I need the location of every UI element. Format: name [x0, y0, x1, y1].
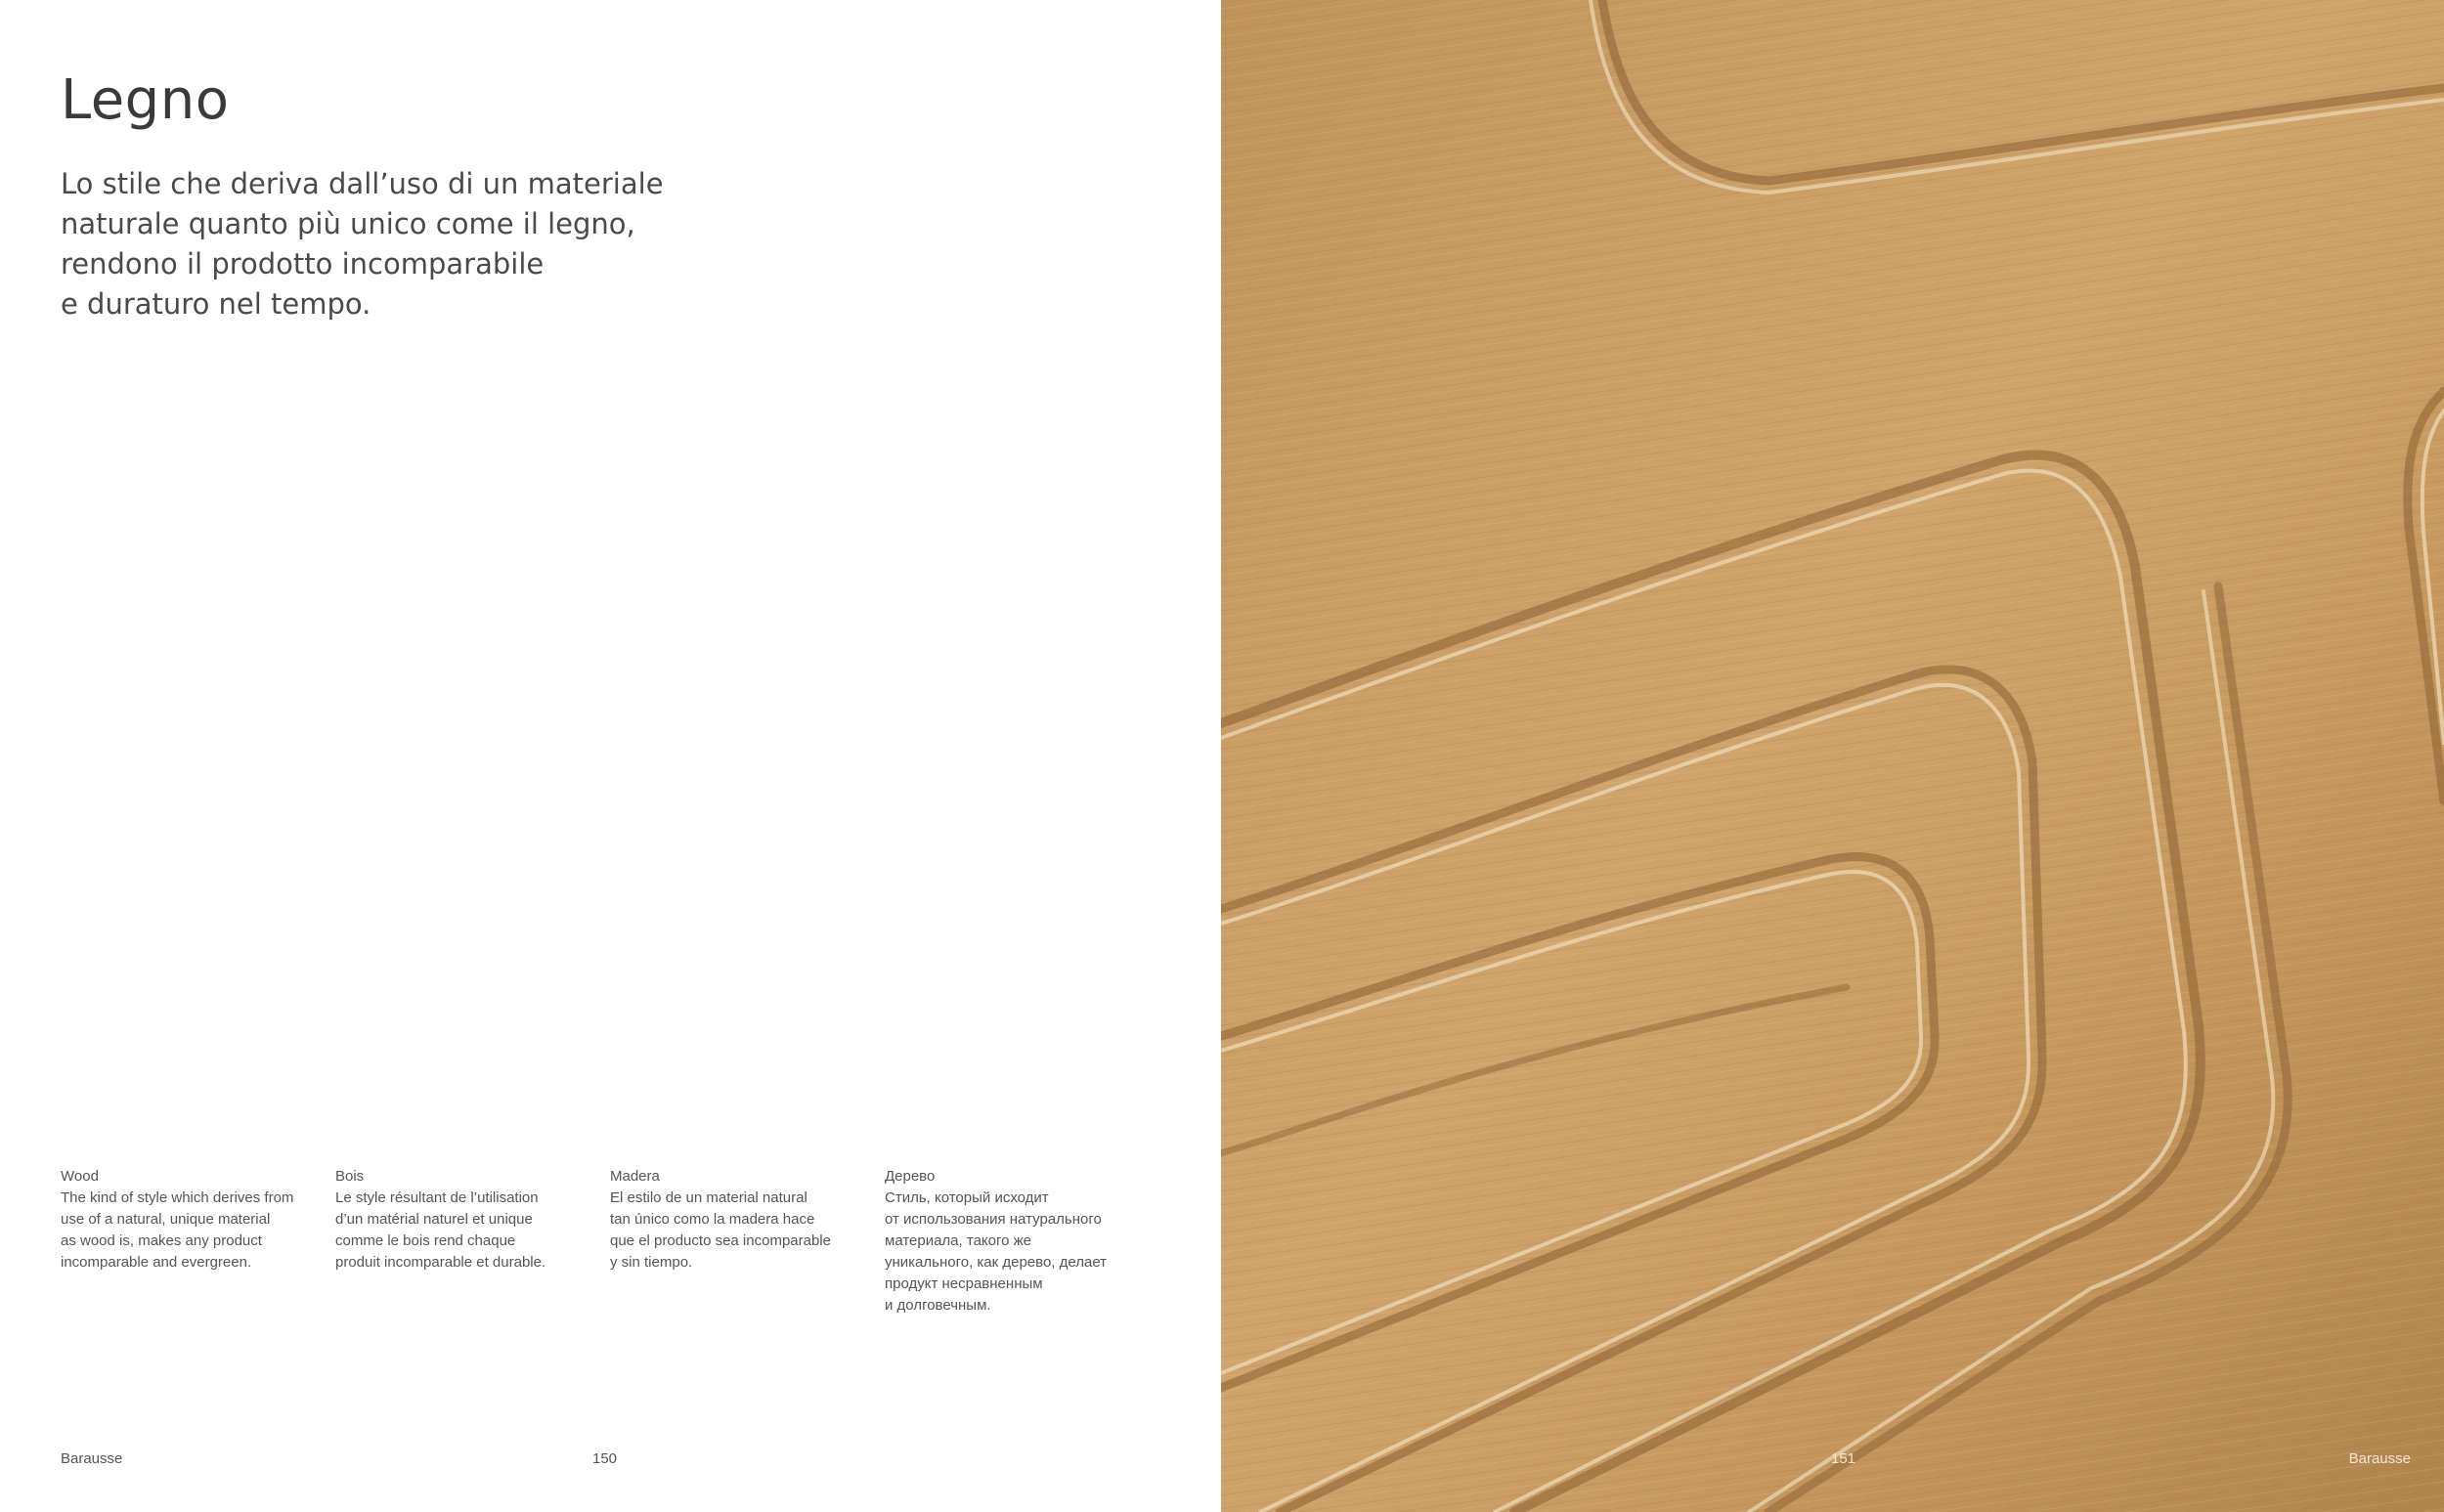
translation-text: Le style résultant de l’utilisation d’un matérial naturel et unique comme le bois rend chaque produit incomparable et durable.: [335, 1189, 546, 1271]
translation-text: The kind of style which derives from use of a natural, unique material as wood is, makes any product incomparable and evergreen.: [61, 1189, 294, 1271]
footer-brand-right: Barausse: [2348, 1450, 2411, 1467]
translation-russian: [885, 1166, 1154, 1317]
translation-heading: Bois: [335, 1168, 365, 1185]
wood-panel-photo: [1221, 0, 2444, 1512]
page-number-right: 151: [1831, 1450, 1856, 1467]
translation-english: [61, 1166, 329, 1274]
footer-brand-left: Barausse: [61, 1450, 123, 1467]
translation-text: Стиль, который исходит от использования натурального материала, такого же уникального, как дерево, делает продукт несравненным и долговечным.: [885, 1189, 1108, 1314]
intro-paragraph: Lo stile che deriva dall’uso di un materiale naturale quanto più unico come il legno, rendono il prodotto incomparabile e duraturo nel tempo.: [61, 167, 664, 321]
translation-spanish: [610, 1166, 879, 1274]
wood-panel-image: [1221, 0, 2444, 1512]
translation-heading: Wood: [61, 1168, 99, 1185]
translation-french: [335, 1166, 604, 1274]
page-title: Legno: [61, 68, 230, 132]
page-number-left: 150: [592, 1450, 618, 1467]
left-page: [0, 0, 1221, 1512]
translation-heading: Дерево: [885, 1168, 936, 1185]
translation-heading: Madera: [610, 1168, 660, 1185]
translation-text: El estilo de un material natural tan único como la madera hace que el producto sea incomparable y sin tiempo.: [610, 1189, 831, 1271]
